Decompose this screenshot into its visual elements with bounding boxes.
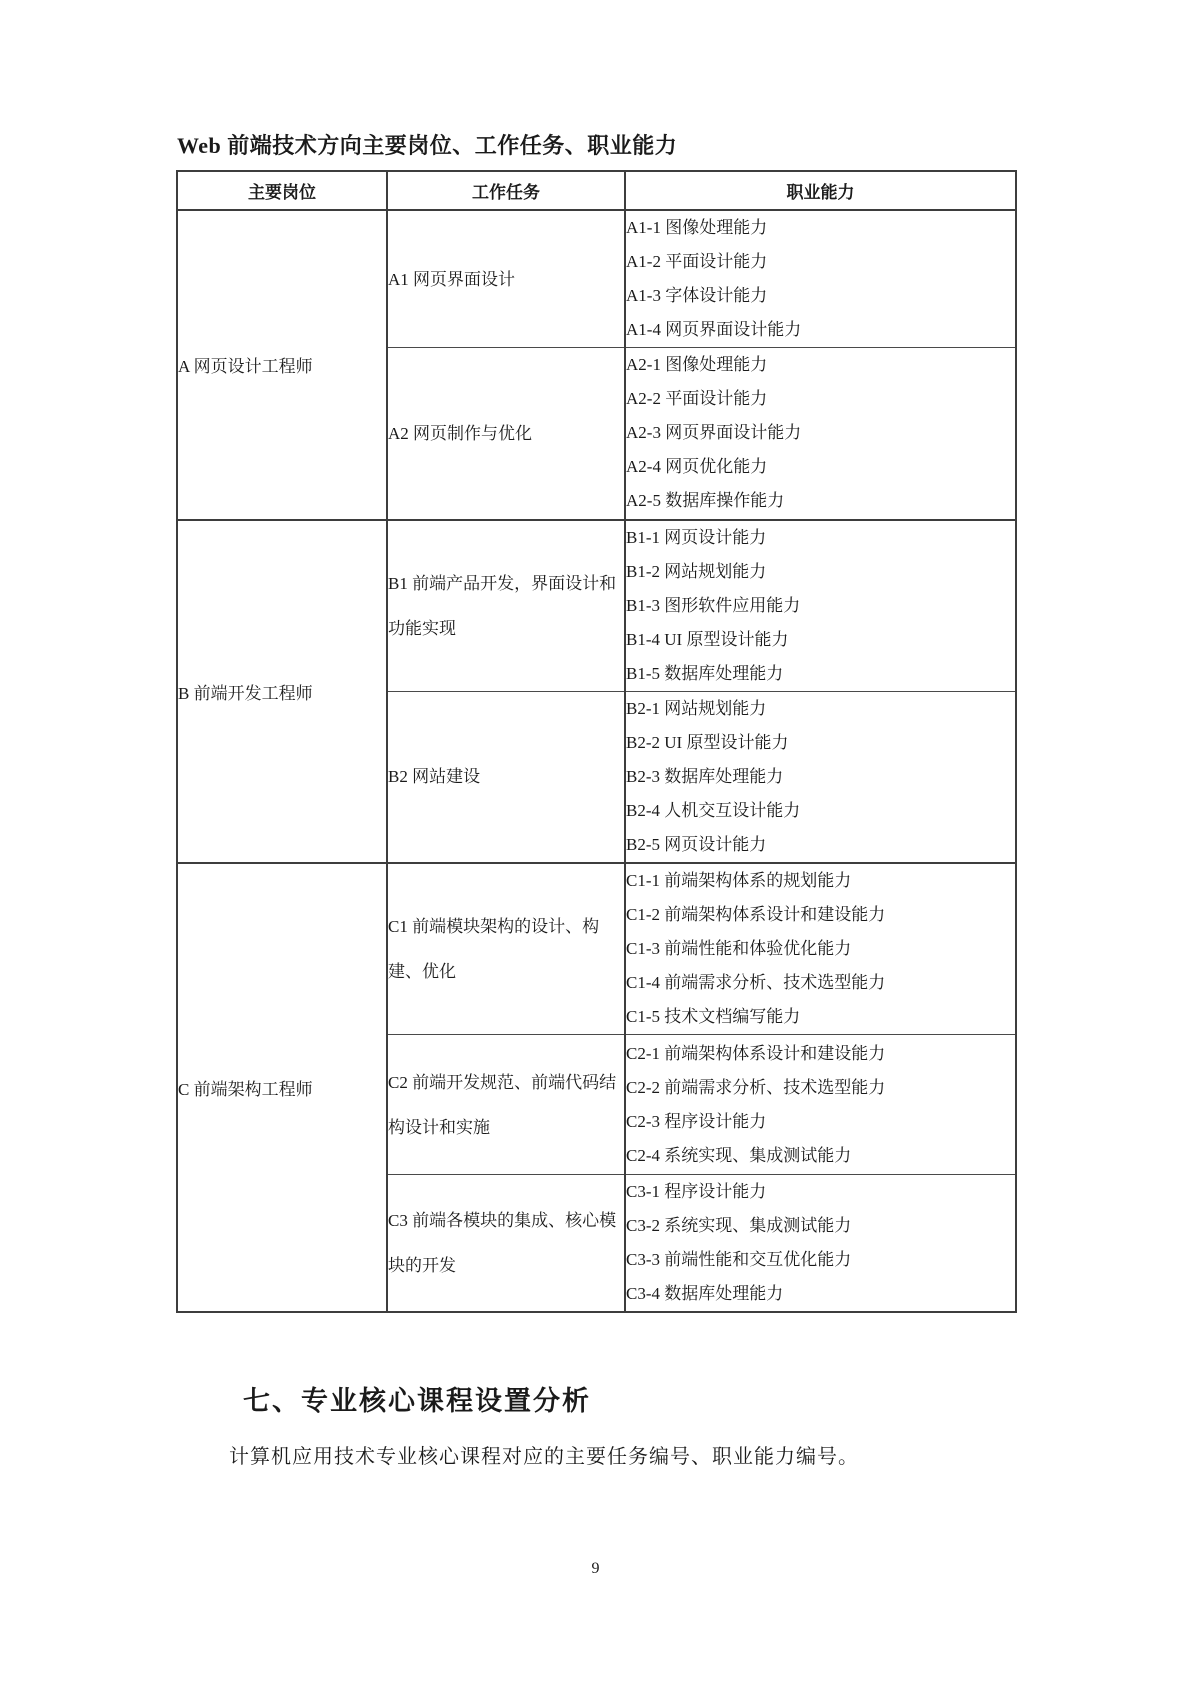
- ability-line: C2-3 程序设计能力: [626, 1111, 767, 1131]
- table-header-row: [177, 171, 1016, 210]
- abilities-cell-c2: [625, 1035, 1016, 1175]
- abilities-cell-b2: [625, 691, 1016, 863]
- positions-table: [176, 170, 1017, 1313]
- ability-line: C3-3 前端性能和交互优化能力: [626, 1250, 852, 1269]
- task-cell-c1: C1 前端模块架构的设计、构建、优化: [387, 863, 625, 1035]
- ability-line: B1-1 网页设计能力: [626, 527, 767, 547]
- table-row: [177, 520, 1016, 692]
- section-paragraph: 计算机应用技术专业核心课程对应的主要任务编号、职业能力编号。: [229, 1446, 859, 1468]
- ability-line: A2-5 数据库操作能力: [626, 491, 785, 511]
- ability-line: A2-4 网页优化能力: [626, 457, 768, 477]
- ability-line: B1-3 图形软件应用能力: [626, 595, 801, 615]
- ability-line: C1-5 技术文档编写能力: [626, 1007, 801, 1026]
- header-main-position: 主要岗位: [177, 171, 387, 210]
- position-cell-c: C 前端架构工程师: [177, 863, 387, 1312]
- position-cell-a: A 网页设计工程师: [177, 210, 387, 520]
- header-ability: 职业能力: [625, 171, 1016, 210]
- abilities-cell-c1: [625, 863, 1016, 1035]
- table-title: Web 前端技术方向主要岗位、工作任务、职业能力: [177, 133, 678, 158]
- ability-line: C1-3 前端性能和体验优化能力: [626, 939, 852, 958]
- abilities-cell-b1: [625, 520, 1016, 692]
- task-cell-c2: C2 前端开发规范、前端代码结构设计和实施: [387, 1035, 625, 1175]
- ability-line: B1-4 UI 原型设计能力: [626, 629, 789, 649]
- table-row: [177, 210, 1016, 348]
- task-cell-b2: B2 网站建设: [387, 691, 625, 863]
- ability-line: C2-4 系统实现、集成测试能力: [626, 1145, 852, 1165]
- ability-line: C1-1 前端架构体系的规划能力: [626, 871, 852, 890]
- ability-line: C2-1 前端架构体系设计和建设能力: [626, 1043, 886, 1063]
- ability-line: C3-4 数据库处理能力: [626, 1284, 784, 1303]
- ability-line: C1-2 前端架构体系设计和建设能力: [626, 905, 886, 924]
- ability-line: B1-2 网站规划能力: [626, 561, 767, 581]
- ability-line: C3-1 程序设计能力: [626, 1182, 767, 1201]
- section-heading: 七、专业核心课程设置分析: [243, 1386, 591, 1416]
- ability-line: A2-3 网页界面设计能力: [626, 423, 802, 443]
- ability-line: A1-3 字体设计能力: [626, 286, 768, 305]
- ability-line: C1-4 前端需求分析、技术选型能力: [626, 973, 886, 992]
- task-cell-b1: B1 前端产品开发，界面设计和功能实现: [387, 520, 625, 692]
- header-work-task: 工作任务: [387, 171, 625, 210]
- ability-line: B1-5 数据库处理能力: [626, 663, 784, 683]
- ability-line: A2-1 图像处理能力: [626, 355, 768, 375]
- table-row: [177, 863, 1016, 1035]
- ability-line: B2-2 UI 原型设计能力: [626, 732, 789, 752]
- task-cell-c3: C3 前端各模块的集成、核心模块的开发: [387, 1175, 625, 1313]
- ability-line: A1-1 图像处理能力: [626, 218, 768, 237]
- ability-line: A1-4 网页界面设计能力: [626, 320, 802, 339]
- ability-line: A2-2 平面设计能力: [626, 389, 768, 409]
- task-cell-a1: A1 网页界面设计: [387, 210, 625, 348]
- page-number: 9: [591, 1560, 600, 1577]
- ability-line: B2-3 数据库处理能力: [626, 766, 784, 786]
- ability-line: B2-5 网页设计能力: [626, 834, 767, 854]
- position-cell-b: B 前端开发工程师: [177, 520, 387, 864]
- ability-line: C2-2 前端需求分析、技术选型能力: [626, 1077, 886, 1097]
- abilities-cell-a1: [625, 210, 1016, 348]
- abilities-cell-a2: [625, 348, 1016, 520]
- ability-line: A1-2 平面设计能力: [626, 252, 768, 271]
- positions-table-container: [176, 170, 1017, 1313]
- abilities-cell-c3: [625, 1175, 1016, 1313]
- ability-line: C3-2 系统实现、集成测试能力: [626, 1216, 852, 1235]
- ability-line: B2-4 人机交互设计能力: [626, 800, 801, 820]
- task-cell-a2: A2 网页制作与优化: [387, 348, 625, 520]
- ability-line: B2-1 网站规划能力: [626, 698, 767, 718]
